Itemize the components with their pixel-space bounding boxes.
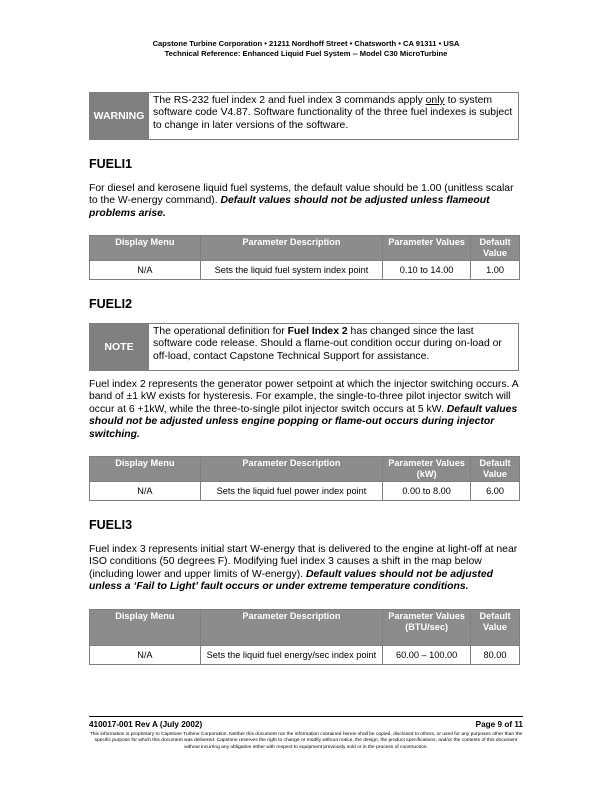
warning-text (148, 93, 518, 139)
fueli3-paragraph (89, 544, 523, 594)
fueli2-col-values: Parameter Values (kW) (383, 457, 471, 482)
header-reference-line: Technical Reference: Enhanced Liquid Fuel System -- Model C30 MicroTurbine (164, 49, 448, 58)
fueli1-cell-menu: N/A (90, 261, 201, 280)
fueli2-cell-description: Sets the liquid fuel power index point (200, 482, 382, 501)
table-row (90, 646, 520, 665)
fueli1-cell-default: 1.00 (471, 261, 520, 280)
warning-callout (89, 92, 519, 140)
fueli1-paragraph-emphasis: Default values should not be adjusted unless flameout problems arise. (89, 195, 490, 219)
fueli2-paragraph-text: Fuel index 2 represents the generator power setpoint at which the injector switching occurs. A band of ±1 kW exists for hysteresis. For example, the single-to-three pilot injector switch will occur at 6 +1kW, while the three-to-single pilot injector switch occurs at 5 kW. (89, 379, 519, 415)
fueli3-cell-values: 60.00 – 100.00 (383, 646, 471, 665)
fueli1-cell-description: Sets the liquid fuel system index point (200, 261, 382, 280)
fueli3-col-values: Parameter Values (BTU/sec) (383, 610, 471, 646)
note-text-part-b: has changed since the last software code release. Should a flame-out condition occur during on-load or off-load, contact Capstone Technical Support for assistance. (153, 326, 502, 362)
fueli3-heading: FUELI3 (89, 518, 133, 532)
fueli1-paragraph-text: For diesel and kerosene liquid fuel systems, the default value should be 1.00 (unitless scalar to the W-energy command). (89, 183, 514, 207)
fueli3-col-display-menu: Display Menu (90, 610, 201, 646)
fueli3-paragraph-text: Fuel index 3 represents initial start W-energy that is delivered to the engine at light-off at near ISO conditions (50 degrees F). Modifying fuel index 3 causes a shift in the map below (including lower and upper limits of W-energy). (89, 544, 518, 580)
fueli3-table (89, 609, 520, 665)
fueli1-paragraph (89, 183, 523, 220)
fueli3-col-description: Parameter Description (200, 610, 382, 646)
note-text-part-a: The operational definition for (153, 326, 288, 337)
fueli3-cell-menu: N/A (90, 646, 201, 665)
note-callout (89, 323, 519, 371)
footer-doc-id: 410017-001 Rev A (July 2002) (89, 720, 203, 729)
fueli1-table (89, 235, 520, 280)
fueli1-cell-values: 0.10 to 14.00 (383, 261, 471, 280)
note-label: NOTE (90, 324, 148, 370)
header-company-line: Capstone Turbine Corporation • 21211 Nordhoff Street • Chatsworth • CA 91311 • USA (152, 39, 460, 48)
fueli1-col-values: Parameter Values (383, 236, 471, 261)
fueli2-paragraph-emphasis: Default values should not be adjusted unless engine popping or flame-out occurs during injector switching. (89, 403, 518, 440)
footer-divider (89, 716, 523, 717)
fueli2-col-description: Parameter Description (200, 457, 382, 482)
fueli2-col-default: Default Value (471, 457, 520, 482)
fueli3-col-default: Default Value (471, 610, 520, 646)
fueli3-cell-default: 80.00 (471, 646, 520, 665)
warning-text-part-a: The RS-232 fuel index 2 and fuel index 3 commands apply (153, 95, 426, 106)
table-row (90, 482, 520, 501)
fueli2-paragraph (89, 379, 523, 441)
warning-label: WARNING (90, 93, 148, 139)
note-text (148, 324, 518, 370)
footer-disclaimer: This information is proprietary to Capstone Turbine Corporation. Neither this document nor the information contained herein shall be copied, disclosed to others, or used for any purposes other than the specific purpose for which this document was delivered. Capstone reserves the right to change or modify without notice, the design, the product specifications, and/or the contents of this document without incurring any obligation either with respect to equipment previously sold or in the process of construction. (89, 732, 523, 750)
fueli2-heading: FUELI2 (89, 297, 133, 311)
fueli2-table (89, 456, 520, 501)
table-row (90, 261, 520, 280)
fueli2-col-display-menu: Display Menu (90, 457, 201, 482)
note-text-bold: Fuel Index 2 (287, 326, 348, 337)
footer-page-number: Page 9 of 11 (475, 720, 523, 729)
fueli1-col-description: Parameter Description (200, 236, 382, 261)
fueli3-cell-description: Sets the liquid fuel energy/sec index point (200, 646, 382, 665)
fueli2-cell-default: 6.00 (471, 482, 520, 501)
warning-text-part-b: to system software code V4.87. Software functionality of the three fuel indexes is subject to change in later versions of the software. (153, 95, 513, 131)
fueli1-heading: FUELI1 (89, 157, 133, 171)
fueli2-cell-menu: N/A (90, 482, 201, 501)
fueli1-col-display-menu: Display Menu (90, 236, 201, 261)
fueli1-col-default: Default Value (471, 236, 520, 261)
fueli3-paragraph-emphasis: Default values should not be adjusted unless a ‘Fail to Light’ fault occurs or under extreme temperature conditions. (89, 568, 494, 593)
warning-text-underlined: only (425, 95, 445, 106)
fueli2-cell-values: 0.00 to 8.00 (383, 482, 471, 501)
